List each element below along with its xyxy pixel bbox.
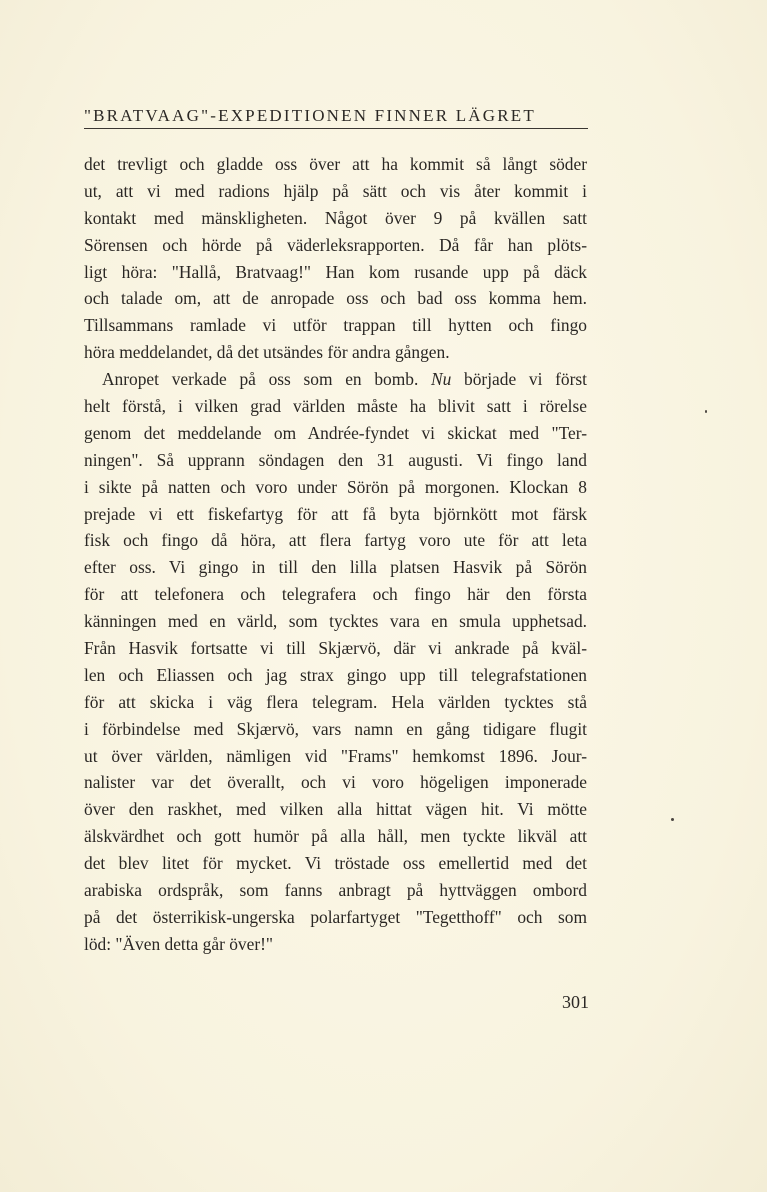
text-line: arabiska ordspråk, som fanns anbragt på hyttväggen ombord <box>84 880 587 901</box>
header-rule <box>84 128 588 129</box>
paragraph-start-line <box>84 366 587 393</box>
text-line: fisk och fingo då höra, att flera fartyg voro ute för att leta <box>84 530 587 551</box>
running-head: "BRATVAAG"-EXPEDITIONEN FINNER LÄGRET <box>84 106 536 125</box>
text-line: och talade om, att de anropade oss och bad oss komma hem. <box>84 288 587 309</box>
text-line: i förbindelse med Skjærvö, vars namn en gång tidigare flugit <box>84 718 587 739</box>
text-line: Tillsammans ramlade vi utför trappan till hytten och fingo <box>84 315 587 336</box>
body-text <box>84 151 587 958</box>
text-line: nalister var det överallt, och vi voro högeligen imponerade <box>84 772 587 793</box>
text-line: efter oss. Vi gingo in till den lilla platsen Hasvik på Sörön <box>84 557 587 578</box>
paragraph-end-line: löd: "Även detta går över!" <box>84 933 274 954</box>
text-line: ut, att vi med radions hjälp på sätt och vis åter kommit i <box>84 180 587 201</box>
text-line: känningen med en värld, som tycktes vara en smula upphetsad. <box>84 611 587 632</box>
text-line: genom det meddelande om Andrée-fyndet vi skickat med "Ter- <box>84 422 587 443</box>
text-line: Sörensen och hörde på väderleksrapporten. Då får han plöts- <box>84 234 587 255</box>
text-line: för att telefonera och telegrafera och fingo här den första <box>84 584 587 605</box>
text-line: Från Hasvik fortsatte vi till Skjærvö, där vi ankrade på kväl- <box>84 638 587 659</box>
text-run: Anropet verkade på oss som en bomb. <box>102 369 432 390</box>
text-line: över den raskhet, med vilken alla hittat vägen hit. Vi mötte <box>84 799 587 820</box>
paragraph-end-line: höra meddelandet, då det utsändes för andra gången. <box>84 342 450 363</box>
page-number: 301 <box>562 992 589 1012</box>
text-line: prejade vi ett fiskefartyg för att få byta björnkött mot färsk <box>84 503 587 524</box>
paper-speck <box>705 410 707 413</box>
text-line: i sikte på natten och voro under Sörön på morgonen. Klockan 8 <box>84 476 587 497</box>
text-line: helt förstå, i vilken grad världen måste ha blivit satt i rörelse <box>84 396 587 417</box>
text-line: för att skicka i väg flera telegram. Hela världen tycktes stå <box>84 691 587 712</box>
text-line: det blev litet för mycket. Vi tröstade oss emellertid med det <box>84 853 587 874</box>
text-line: ningen". Så upprann söndagen den 31 augusti. Vi fingo land <box>84 449 587 470</box>
italic-word: Nu <box>431 369 452 390</box>
text-line: på det österrikisk-ungerska polarfartyget "Tegetthoff" och som <box>84 906 587 927</box>
text-line: ut över världen, nämligen vid "Frams" hemkomst 1896. Jour- <box>84 745 587 766</box>
paper-speck <box>671 818 674 821</box>
text-run: började vi först <box>451 369 587 390</box>
text-line: det trevligt och gladde oss över att ha kommit så långt söder <box>84 154 587 174</box>
text-line: älskvärdhet och gott humör på alla håll, men tyckte likväl att <box>84 826 587 847</box>
text-line: ligt höra: "Hallå, Bratvaag!" Han kom rusande upp på däck <box>84 261 587 282</box>
text-line: len och Eliassen och jag strax gingo upp till telegrafstationen <box>84 664 587 685</box>
text-line: kontakt med mänskligheten. Något över 9 på kvällen satt <box>84 207 587 228</box>
